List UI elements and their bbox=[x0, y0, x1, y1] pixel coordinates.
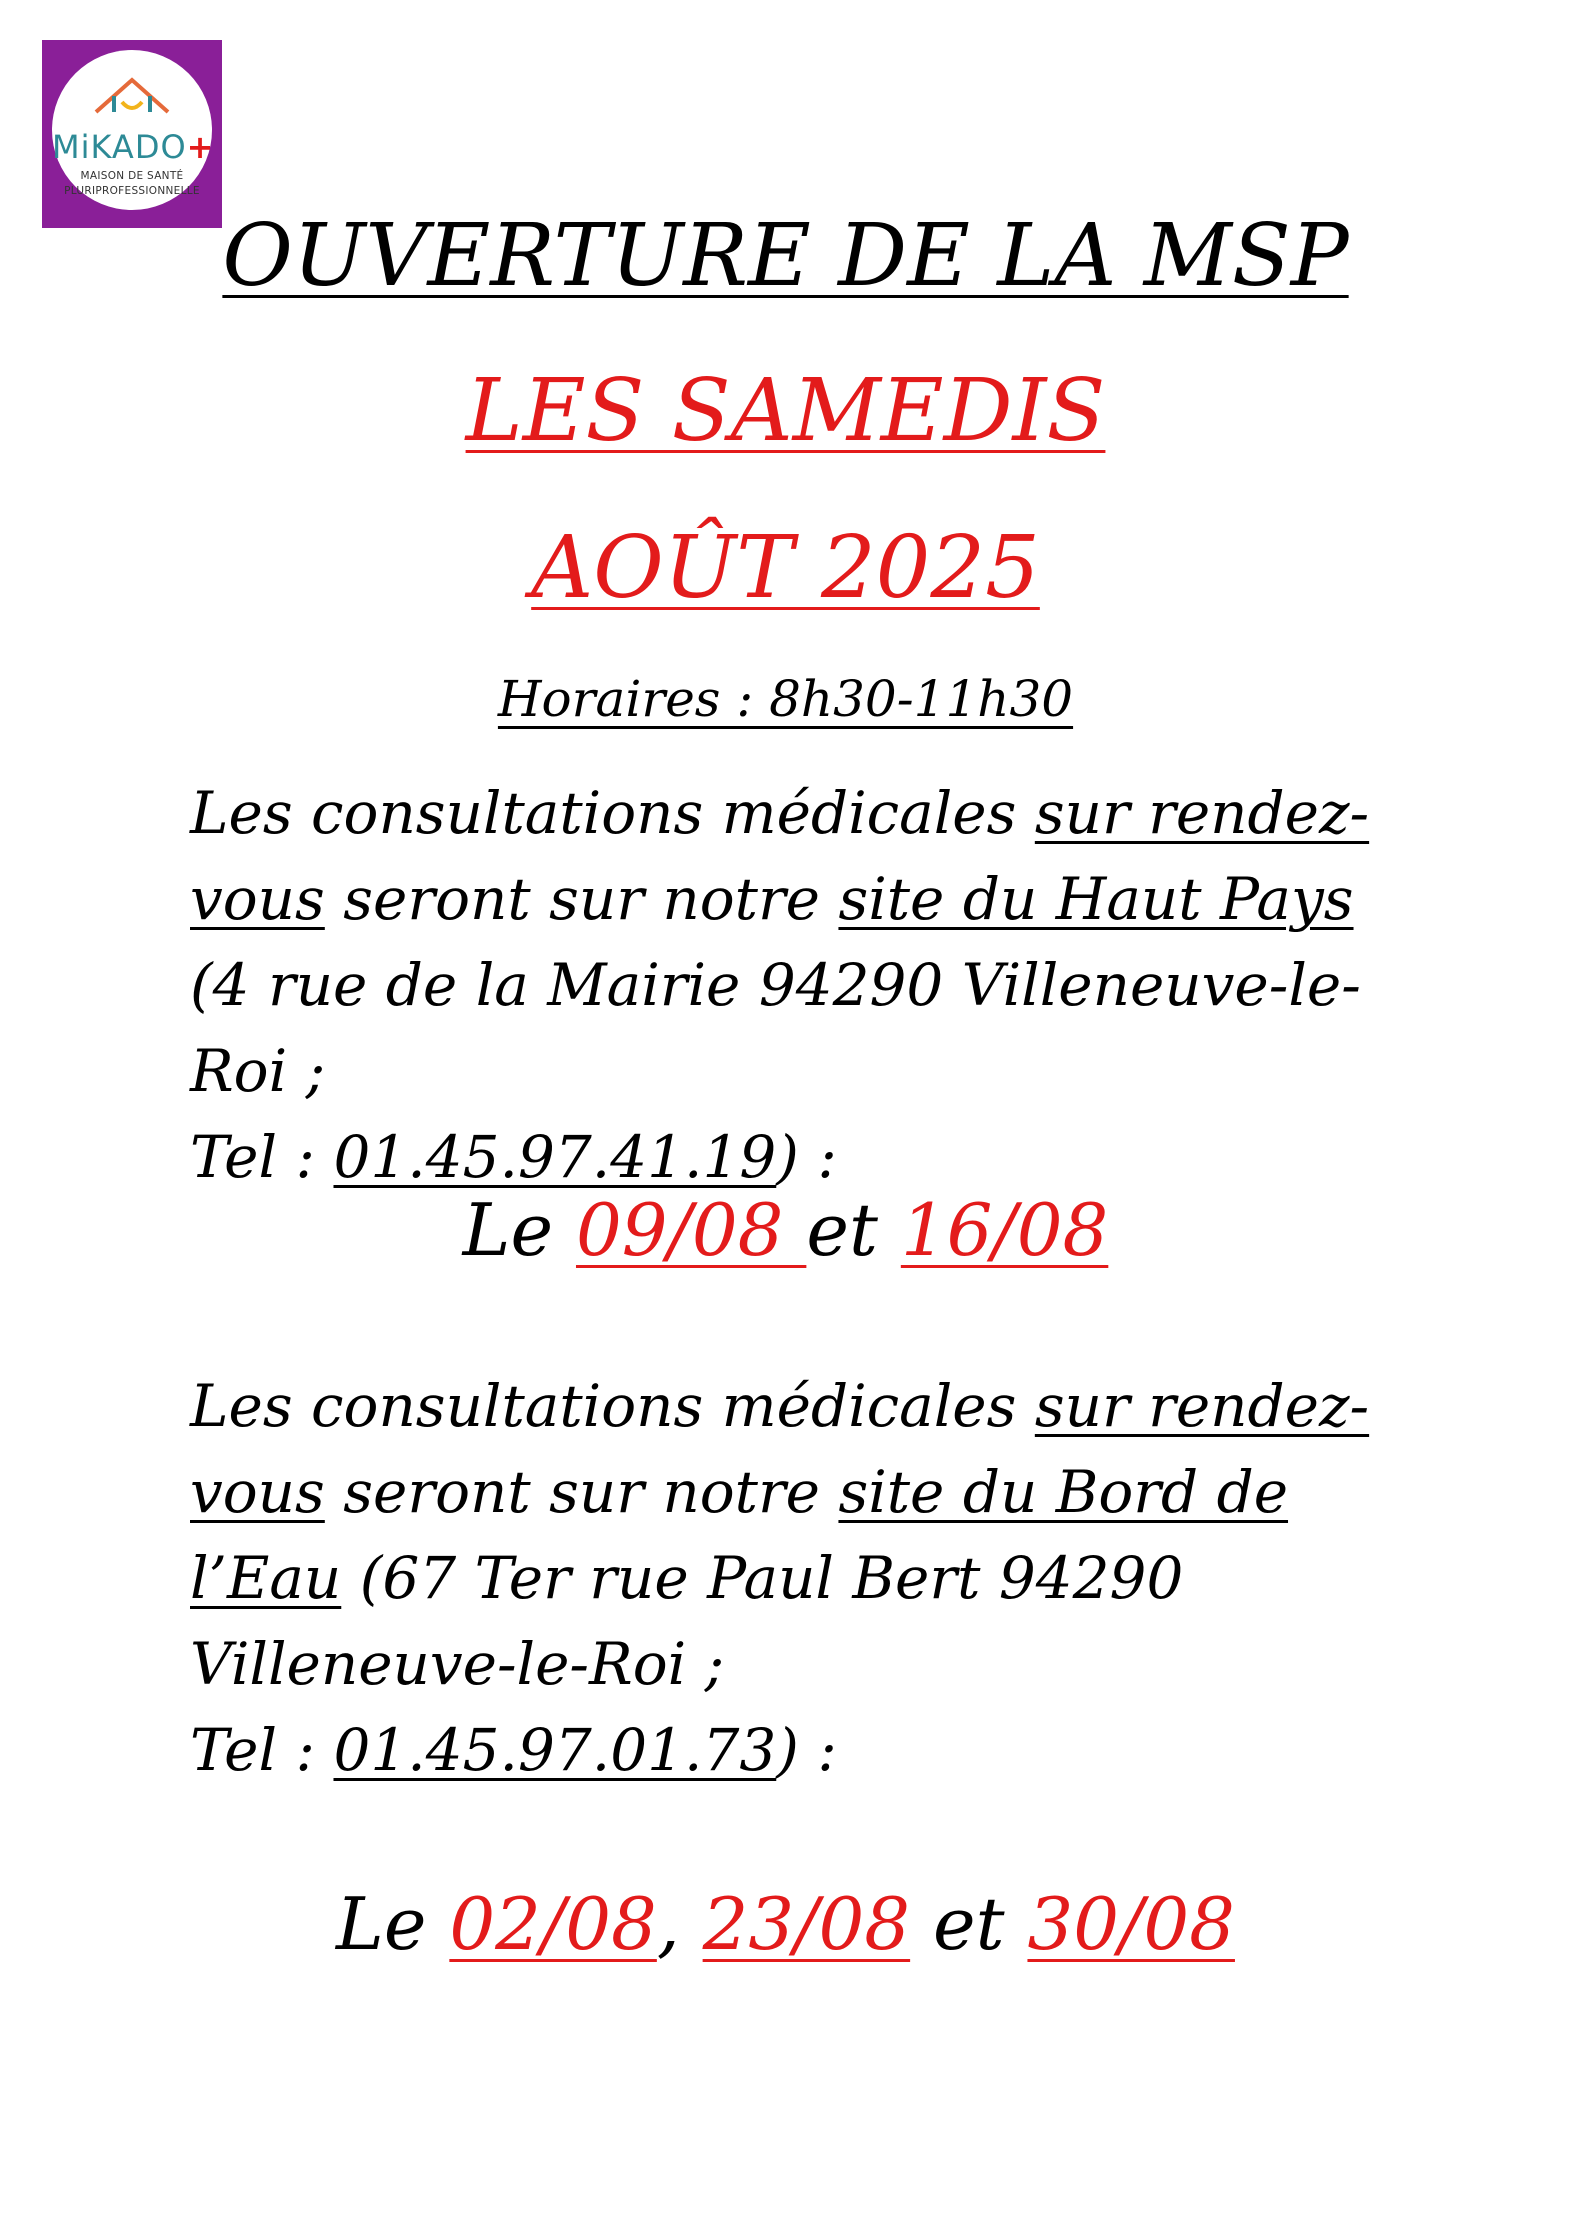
date: 02/08 bbox=[449, 1882, 657, 1966]
site-name-continued: l’Eau bbox=[190, 1544, 342, 1612]
date: 09/08 bbox=[575, 1188, 807, 1272]
logo-name: MiKADO+ bbox=[52, 128, 215, 166]
date: 23/08 bbox=[702, 1882, 911, 1966]
logo-subtitle-1: MAISON DE SANTÉ bbox=[80, 170, 184, 182]
site-bord-de-leau-paragraph: Les consultations médicales sur rendez-vous seront sur notre site du Bord de l’Eau (67 Ter rue Paul Bert 94290 Villeneuve-le-Roi ; Tel : 01.45.97.01.73) : bbox=[190, 1372, 1370, 1784]
logo-subtitle-2: PLURIPROFESSIONNELLE bbox=[64, 185, 200, 197]
page-title: OUVERTURE DE LA MSP bbox=[222, 206, 1349, 306]
medical-cross-icon: + bbox=[186, 128, 215, 166]
date: 16/08 bbox=[900, 1188, 1109, 1272]
subtitle-month: AOÛT 2025 bbox=[531, 518, 1040, 618]
house-icon bbox=[92, 72, 172, 122]
appointment-note: sur rendez-vous bbox=[190, 1372, 1370, 1526]
dates-haut-pays: Le 09/08 et 16/08 bbox=[462, 1188, 1109, 1272]
site-haut-pays-paragraph: Les consultations médicales sur rendez-vous seront sur notre site du Haut Pays (4 rue de la Mairie 94290 Villeneuve-le-Roi ; Tel : 01.45.97.41.19) : bbox=[190, 779, 1370, 1191]
opening-hours: Horaires : 8h30-11h30 bbox=[497, 670, 1074, 728]
logo-badge bbox=[52, 50, 215, 210]
dates-bord-de-leau: Le 02/08, 23/08 et 30/08 bbox=[336, 1882, 1235, 1966]
site-name: site du Haut Pays bbox=[838, 865, 1354, 933]
appointment-note: sur rendez-vous bbox=[190, 779, 1370, 933]
site-name: site du Bord de bbox=[838, 1458, 1289, 1526]
date: 30/08 bbox=[1027, 1882, 1235, 1966]
subtitle-saturdays: LES SAMEDIS bbox=[465, 361, 1106, 461]
phone-number: 01.45.97.01.73 bbox=[333, 1716, 777, 1784]
phone-number: 01.45.97.41.19 bbox=[333, 1123, 777, 1191]
